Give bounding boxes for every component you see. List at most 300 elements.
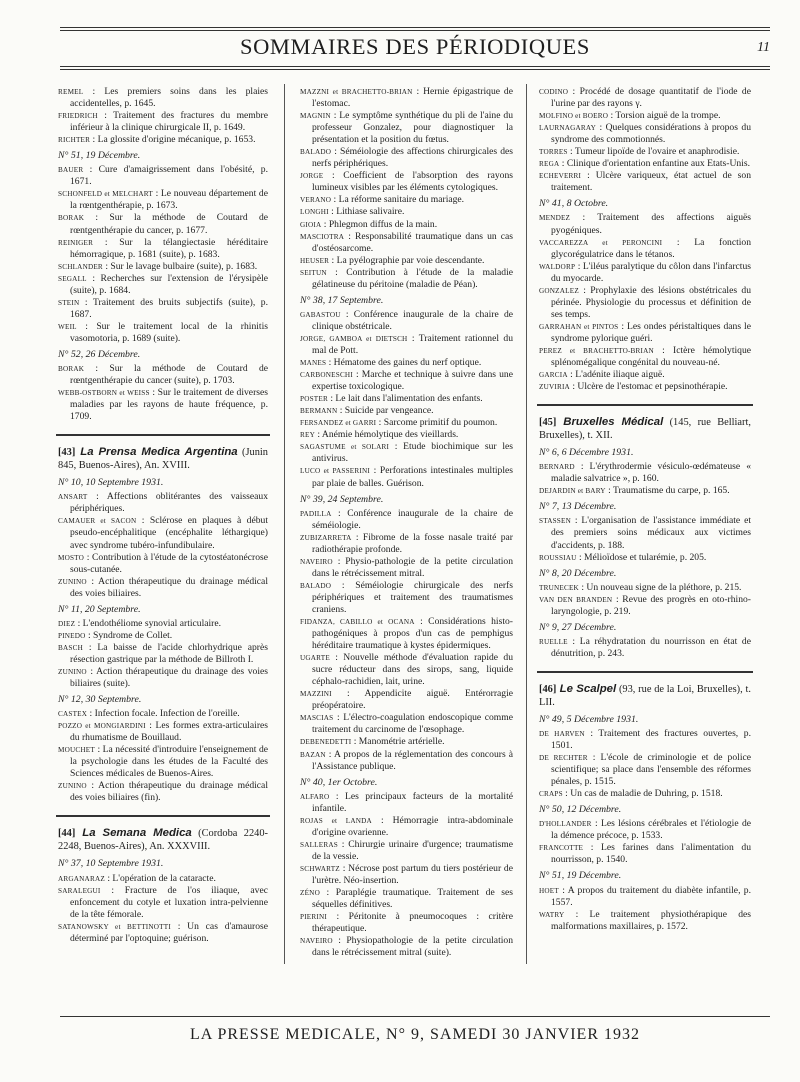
article-title: : A propos du traitement du diabète infantile, p. 1557. <box>551 884 751 908</box>
summary-entry <box>58 491 268 515</box>
article-title: : L'érythrodermie vésiculo-œdémateuse « maladie salvatrice », p. 160. <box>551 461 751 485</box>
article-title: : Sur le traitement local de la rhinitis vasomotoria, p. 1689 (suite). <box>70 320 268 344</box>
article-title: : Responsabilité traumatique dans un cas d'ostéosarcome. <box>312 230 513 254</box>
author-name: WATRY <box>539 910 565 919</box>
summary-entry <box>300 86 513 110</box>
author-name: SEITUN <box>300 268 327 277</box>
summary-entry <box>539 110 751 122</box>
article-title: : Quelques considérations à propos du syndrome des commotionnés. <box>551 122 751 146</box>
header-rule-1 <box>60 66 770 67</box>
summary-entry <box>539 461 751 485</box>
article-title: : Contribution à l'étude de la cytostéatonécrose sous-cutanée. <box>70 551 268 575</box>
article-title: : Considérations histo-pathogéniques à propos d'un cas de pemphigus héréditaire traumatique à kystes épidermiques. <box>312 616 513 652</box>
summary-entry <box>300 863 513 887</box>
issue-heading: N° 9, 27 Décembre. <box>539 621 617 633</box>
author-name: FRANCOTTE <box>539 844 584 853</box>
journal-name: La Semana Medica <box>75 827 192 840</box>
author-name: ECHEVERRI <box>539 172 582 181</box>
article-title: : Physio-pathologie de la petite circulation dans le rétrécissement mitral. <box>312 555 513 579</box>
article-title: : Fibrome de la fosse nasale traité par radiothérapie profonde. <box>312 531 513 555</box>
summary-entry <box>539 552 751 564</box>
article-title: : Mélioïdose et tularémie, p. 205. <box>576 551 707 563</box>
author-name: VAN DEN BRANDEN <box>539 595 613 604</box>
article-title: : L'iléus paralytique du côlon dans l'infarctus du myocarde. <box>551 260 751 284</box>
summary-entry <box>300 110 513 146</box>
article-title: : Infection focale. Infection de l'oreille. <box>87 708 240 720</box>
author-name: FRIEDRICH <box>58 112 98 121</box>
issue-heading: N° 38, 17 Septembre. <box>300 294 384 306</box>
article-title: : Sarcome primitif du poumon. <box>376 417 498 429</box>
summary-entry <box>300 231 513 255</box>
summary-entry <box>58 188 268 212</box>
author-name: MAZZNI et BRACHETTO-BRIAN <box>300 88 413 96</box>
summary-entry <box>539 212 751 236</box>
summary-entry <box>539 515 751 551</box>
author-name: MASCIAS <box>300 714 334 723</box>
summary-entry <box>58 321 268 345</box>
journal-heading <box>539 683 751 709</box>
author-name: FIDANZA, CABILLO et OCANA <box>300 618 415 627</box>
article-title: : Séméiologie chirurgicale des nerfs périphériques et traitement des traumatismes craniens. <box>312 579 513 615</box>
author-name: BERMANN <box>300 407 338 416</box>
author-name: ZÉNO <box>300 889 320 898</box>
summary-entry <box>58 261 268 273</box>
summary-entry <box>300 465 513 489</box>
summary-entry <box>539 158 751 170</box>
journal-heading <box>58 827 268 853</box>
summary-entry <box>539 636 751 660</box>
article-title: : Physiopathologie de la petite circulation dans le rétrécissement mitral (suite). <box>312 935 513 959</box>
article-title: : La pyélographie par voie descendante. <box>329 254 485 266</box>
summary-entry <box>539 788 751 800</box>
issue-heading: N° 39, 24 Septembre. <box>300 493 384 505</box>
summary-entry <box>58 873 268 885</box>
author-name: VACCAREZZA et PERONCINI <box>539 238 663 247</box>
summary-entry <box>300 508 513 532</box>
summary-entry <box>58 110 268 134</box>
summary-entry <box>58 297 268 321</box>
author-name: WEIL <box>58 322 77 331</box>
article-title: : Suicide par vengeance. <box>337 405 434 417</box>
article-title: : La réhydratation du nourrisson en état de dénutrition, p. 243. <box>551 635 751 659</box>
author-name: REGA <box>539 160 560 169</box>
journal-address: (Junin 845, Buenos-Aires), An. XVIII. <box>58 447 268 472</box>
article-title: : Etude biochimique sur les antivirus. <box>312 441 513 465</box>
article-title: : L'organisation de l'assistance immédiate et des premiers soins médicaux aux victimes d'accidents, p. 188. <box>551 515 751 551</box>
author-name: LONGHI <box>300 208 329 217</box>
author-name: SAGASTUME et SOLARI <box>300 443 390 452</box>
article-title: : Conférence inaugurale de la chaire de clinique obstétricale. <box>312 308 513 332</box>
summary-entry <box>539 885 751 909</box>
issue-heading: N° 37, 10 Septembre 1931. <box>58 858 164 870</box>
article-title: : Action thérapeutique du drainage médical des voies biliaires (fin). <box>70 780 268 804</box>
issue-heading: N° 52, 26 Décembre. <box>58 348 141 360</box>
article-title: : Affections oblitérantes des vaisseaux périphériques. <box>70 491 268 515</box>
author-name: CASTEX <box>58 710 88 719</box>
author-name: ZUVIRIA <box>539 383 570 392</box>
author-name: BALADO <box>300 581 332 590</box>
author-name: ZUNINO <box>58 577 87 586</box>
issue-heading: N° 7, 13 Décembre. <box>539 501 617 513</box>
author-name: ROJAS et LANDA <box>300 816 372 825</box>
summary-entry <box>539 485 751 497</box>
author-name: GARRAHAN et PINTOS <box>539 322 619 331</box>
article-title: : Manométrie artérielle. <box>351 736 445 748</box>
summary-entry <box>58 885 268 921</box>
author-name: SATANOWSKY et BETTINOTTI <box>58 922 171 931</box>
author-name: PINEDO <box>58 631 86 640</box>
summary-entry <box>58 744 268 780</box>
summary-entry <box>300 267 513 291</box>
article-title: : Sur le lavage bulbaire (suite), p. 1683. <box>102 260 258 272</box>
summary-entry <box>539 122 751 146</box>
author-name: STASSEN <box>539 517 571 526</box>
summary-entry <box>300 911 513 935</box>
author-name: MOLFINO et BOERO <box>539 112 609 121</box>
summary-entry <box>58 212 268 236</box>
article-title: : La réforme sanitaire du mariage. <box>331 194 465 206</box>
author-name: SEGALL <box>58 274 87 283</box>
article-title: : Conférence inaugurale de la chaire de séméiologie. <box>312 507 513 531</box>
journal-number: [45] <box>539 417 557 429</box>
summary-entry <box>539 909 751 933</box>
summary-entry <box>58 921 268 945</box>
author-name: JORGE <box>300 172 324 181</box>
author-name: BERNARD <box>539 463 575 472</box>
author-name: CAMAUER et SACON <box>58 517 137 526</box>
journal-address: (93, rue de la Loi, Bruxelles), t. LII. <box>539 683 751 708</box>
author-name: DE HARVEN <box>539 729 585 738</box>
issue-heading: N° 11, 20 Septembre. <box>58 603 141 615</box>
journal-name: Le Scalpel <box>556 682 617 695</box>
article-title: : Appendicite aiguë. Entérorragie préopératoire. <box>312 688 513 712</box>
summary-entry <box>300 429 513 441</box>
article-title: : La baisse de l'acide chlorhydrique après résection gastrique par la méthode de Billroth I. <box>70 641 268 665</box>
author-name: JORGE, GAMBOA et DIETSCH <box>300 334 408 343</box>
author-name: BASCH <box>58 643 83 652</box>
top-rule-1 <box>60 27 770 28</box>
summary-entry <box>300 194 513 206</box>
author-name: HOET <box>539 886 559 895</box>
article-title: : A propos de la réglementation des concours à l'Assistance publique. <box>312 748 513 772</box>
author-name: MOSTO <box>58 553 85 562</box>
article-title: : Hématome des gaines du nerf optique. <box>326 357 482 369</box>
article-title: : Fracture de l'os iliaque, avec enfoncement du cotyle et luxation intra-pelvienne de la tête fémorale. <box>70 884 268 920</box>
summary-entry <box>58 642 268 666</box>
summary-entry <box>58 164 268 188</box>
author-name: CODINO <box>539 88 569 96</box>
summary-entry <box>58 363 268 387</box>
article-title: : La fonction glycorégulatrice dans le tétanos. <box>551 236 751 260</box>
summary-entry <box>58 576 268 600</box>
summary-entry <box>58 708 268 720</box>
summary-entry <box>58 630 268 642</box>
author-name: VERANO <box>300 196 332 205</box>
author-name: STEIN <box>58 298 80 307</box>
author-name: BORAK <box>58 214 85 223</box>
article-title: : Lithiase salivaire. <box>328 206 405 218</box>
article-title: : Ictère hémolytique splénomégalique congénital du nouveau-né. <box>551 344 751 369</box>
author-name: CARBONESCHI <box>300 371 353 380</box>
section-divider <box>537 671 753 673</box>
article-title: : Nouvelle méthode d'évaluation rapide du sucre réducteur dans des sirops, sang, liquide céphalo-rachidien, lait, urine. <box>312 652 513 688</box>
page-number: 11 <box>757 40 770 55</box>
author-name: ZUNINO <box>58 667 87 676</box>
summary-entry <box>539 285 751 321</box>
author-name: UGARTE <box>300 654 330 663</box>
journal-number: [46] <box>539 683 557 695</box>
journal-address: (145, rue Belliart, Bruxelles), t. XII. <box>539 417 751 442</box>
author-name: HEUSER <box>300 256 330 265</box>
author-name: PADILLA <box>300 509 332 518</box>
summary-entry <box>539 345 751 369</box>
summary-entry <box>300 357 513 369</box>
author-name: TORRES <box>539 148 568 157</box>
article-title: : Traumatisme du carpe, p. 165. <box>605 485 730 497</box>
top-rule-2 <box>60 30 770 31</box>
summary-entry <box>539 237 751 261</box>
column-right <box>539 86 751 946</box>
article-title: : Recherches sur l'extension de l'érysipèle (suite), p. 1684. <box>70 272 268 296</box>
author-name: CRAPS <box>539 790 563 799</box>
article-title: : Les ondes péristaltiques dans le syndrome pylorique guéri. <box>551 320 751 344</box>
issue-heading: N° 8, 20 Décembre. <box>539 567 617 579</box>
page-header <box>60 33 770 63</box>
article-title: : Procédé de dosage quantitatif de l'iode de l'urine par des rayons γ. <box>551 86 751 110</box>
author-name: RUELLE <box>539 637 568 646</box>
page-title: SOMMAIRES DES PÉRIODIQUES <box>239 34 591 59</box>
article-title: : La glossite d'origine mécanique, p. 1653. <box>90 134 256 146</box>
article-title: : Les principaux facteurs de la mortalité infantile. <box>312 790 513 814</box>
summary-entry <box>539 369 751 381</box>
article-title: : Prophylaxie des lésions obstétricales du périnée. Physiologie du processus et définition de ses temps. <box>551 284 751 320</box>
summary-entry <box>300 369 513 393</box>
author-name: ARGANARAZ <box>58 874 105 883</box>
article-title: : Phlegmon diffus de la main. <box>321 218 438 230</box>
author-name: ALFARO <box>300 792 330 801</box>
column-left <box>58 86 268 946</box>
article-title: : Action thérapeutique du drainage des voies biliaires (suite). <box>70 665 268 690</box>
summary-entry <box>300 556 513 580</box>
issue-heading: N° 50, 12 Décembre. <box>539 804 622 816</box>
article-title: : Marche et technique à suivre dans une expertise toxicologique. <box>312 369 513 393</box>
summary-entry <box>539 261 751 285</box>
author-name: POZZO et MONGIARDINI <box>58 722 146 731</box>
article-title: : Un cas d'amaurose déterminé par l'optoquine; guérison. <box>70 920 268 944</box>
author-name: ZUBIZARRETA <box>300 533 352 542</box>
author-name: BAUER <box>58 166 84 175</box>
author-name: MANES <box>300 359 327 368</box>
article-title: : Sur le traitement de diverses maladies par les rayons de haute fréquence, p. 1709. <box>70 387 268 423</box>
summary-entry <box>58 552 268 576</box>
summary-entry <box>539 146 751 158</box>
author-name: MASCIOTRA <box>300 232 345 241</box>
summary-entry <box>300 749 513 773</box>
issue-heading: N° 10, 10 Septembre 1931. <box>58 477 164 489</box>
author-name: D'HOLLANDER <box>539 820 592 829</box>
summary-entry <box>300 417 513 429</box>
author-name: PEREZ et BRACHETTO-BRIAN <box>539 346 654 355</box>
article-title: : Péritonite à pneumocoques : critère thérapeutique. <box>312 911 513 935</box>
article-title: : Hémorragie intra-abdominale d'origine ovarienne. <box>312 814 513 838</box>
article-title: : Ulcère de l'estomac et pepsinothérapie. <box>569 381 728 393</box>
summary-entry <box>539 728 751 752</box>
summary-entry <box>300 532 513 556</box>
author-name: GONZALEZ <box>539 286 579 295</box>
summary-entry <box>58 134 268 146</box>
section-divider <box>56 434 270 436</box>
summary-entry <box>58 618 268 630</box>
author-name: RICHTER <box>58 136 91 145</box>
summary-entry <box>300 441 513 465</box>
article-title: : L'endothéliome synovial articulaire. <box>75 617 222 629</box>
summary-entry <box>539 594 751 618</box>
summary-entry <box>300 580 513 616</box>
article-title: : Paraplégie traumatique. Traitement de ses séquelles définitives. <box>312 887 513 911</box>
article-title: : Traitement des fractures du membre inférieur à la clinique chirurgicale II, p. 1649. <box>70 110 268 134</box>
summary-entry <box>300 839 513 863</box>
issue-heading: N° 6, 6 Décembre 1931. <box>539 447 634 459</box>
journal-number: [43] <box>58 447 76 459</box>
journal-name: Bruxelles Médical <box>556 416 664 429</box>
article-title: : Anémie hémolytique des vieillards. <box>314 429 459 441</box>
article-title: : Les farines dans l'alimentation du nourrisson, p. 1540. <box>551 842 751 866</box>
article-title: : Revue des progrès en oto-rhino-laryngologie, p. 219. <box>551 593 751 617</box>
author-name: BAZAN <box>300 750 326 759</box>
author-name: ZUNINO <box>58 782 87 791</box>
article-title: : Le nouveau département de la rœntgenthérapie, p. 1673. <box>70 188 268 212</box>
summary-entry <box>300 688 513 712</box>
summary-entry <box>539 842 751 866</box>
author-name: DEJARDIN et BARY <box>539 487 606 496</box>
article-title: : Hernie épigastrique de l'estomac. <box>312 86 513 110</box>
author-name: MAGNIN <box>300 112 331 121</box>
article-title: : L'opération de la cataracte. <box>104 872 216 884</box>
summary-entry <box>300 791 513 815</box>
summary-entry <box>300 712 513 736</box>
article-title: : Un cas de maladie de Duhring, p. 1518. <box>562 788 723 800</box>
issue-heading: N° 49, 5 Décembre 1931. <box>539 713 639 725</box>
author-name: SCHWARTZ <box>300 864 340 873</box>
article-title: : Le symptôme synthétique du pli de l'aine du professeur Gonzalez, pour diagnostiquer la présentation et la position du fœtus. <box>312 110 513 146</box>
article-title: : Sclérose en plaques à début pseudo-encéphalitique (encéphalite léthargique) avec syndrome tubéro-infundibulaire. <box>70 515 268 551</box>
article-title: : Séméiologie des affections chirurgicales des nerfs périphériques. <box>312 146 513 170</box>
article-title: : Perforations intestinales multiples par plaie de balles. Guérison. <box>312 465 513 489</box>
issue-heading: N° 12, 30 Septembre. <box>58 694 142 706</box>
author-name: MAZZINI <box>300 690 332 699</box>
journal-number: [44] <box>58 828 76 840</box>
summary-entry <box>539 818 751 842</box>
header-rule-2 <box>60 69 770 70</box>
author-name: SCHLANDER <box>58 262 103 271</box>
author-name: GIOIA <box>300 220 322 229</box>
article-title: : Ulcère variqueux, état actuel de son traitement. <box>551 170 751 194</box>
article-title: : Torsion aiguë de la trompe. <box>608 110 721 122</box>
column-middle <box>300 86 513 959</box>
article-title: : Le lait dans l'alimentation des enfants. <box>327 393 483 405</box>
summary-entry <box>300 736 513 748</box>
author-name: TRUNECEK <box>539 583 579 592</box>
article-title: : Clinique d'orientation enfantine aux Etats-Unis. <box>559 158 751 170</box>
article-title: : Cure d'amaigrissement dans l'obésité, p. 1671. <box>70 164 268 188</box>
article-title: : Sur la méthode de Coutard de rœntgenthérapie du cancer (suite), p. 1703. <box>70 363 268 387</box>
footer-rule <box>60 1016 770 1017</box>
article-title: : Syndrome de Collet. <box>85 629 173 641</box>
author-name: NAVEIRO <box>300 937 333 946</box>
author-name: GARCIA <box>539 371 568 380</box>
author-name: DIEZ <box>58 619 76 628</box>
summary-entry <box>58 237 268 261</box>
column-divider-2 <box>526 84 527 964</box>
summary-entry <box>539 170 751 194</box>
author-name: WEBB-OSTBORN et WEISS <box>58 389 150 398</box>
summary-entry <box>539 752 751 788</box>
summary-entry <box>300 146 513 170</box>
author-name: LAURNAGARAY <box>539 124 597 133</box>
author-name: REMEL <box>58 88 84 96</box>
summary-entry <box>58 86 268 110</box>
article-title: : Tumeur lipoïde de l'ovaire et anaphrodisie. <box>567 146 740 158</box>
issue-heading: N° 51, 19 Décembre. <box>58 150 141 162</box>
author-name: BALADO <box>300 148 332 157</box>
article-title: : Action thérapeutique du drainage médical des voies biliaires. <box>70 575 268 599</box>
summary-entry <box>300 815 513 839</box>
journal-heading <box>58 446 268 472</box>
article-title: : La nécessité d'introduire l'enseignement de la psychologie dans les études de la Faculté des Sciences médicales de Buenos-Aires. <box>70 744 268 780</box>
issue-heading: N° 40, 1er Octobre. <box>300 776 378 788</box>
summary-entry <box>300 652 513 688</box>
issue-heading: N° 41, 8 Octobre. <box>539 198 609 210</box>
author-name: MOUCHET <box>58 746 95 755</box>
article-title: : L'école de criminologie et de police scientifique; sa place dans l'ensemble des réformes pénales, p. 1515. <box>551 752 752 788</box>
summary-entry <box>58 387 268 423</box>
article-title: : Coefficient de l'absorption des rayons lumineux visibles par les éléments cytologiques. <box>312 170 513 194</box>
article-title: : L'électro-coagulation endoscopique comme traitement du carcinome de l'œsophage. <box>312 712 513 736</box>
author-name: MENDEZ <box>539 214 571 223</box>
section-divider <box>537 404 753 406</box>
summary-entry <box>58 273 268 297</box>
journal-name: La Prensa Medica Argentina <box>75 446 238 459</box>
summary-entry <box>300 887 513 911</box>
author-name: ROUSSIAU <box>539 553 577 562</box>
author-name: REINIGER <box>58 238 94 247</box>
column-divider-1 <box>284 84 285 964</box>
author-name: ANSART <box>58 493 88 502</box>
summary-entry <box>58 666 268 690</box>
article-title: : Traitement rationnel du mal de Pott. <box>312 332 513 356</box>
article-title: : Nécrose post partum du tiers postérieur de l'urètre. Néo-insertion. <box>312 862 513 886</box>
author-name: LUCO et PASSERINI <box>300 467 370 476</box>
article-title: : Sur la télangiectasie héréditaire hémorragique, p. 1681 (suite), p. 1683. <box>70 236 268 260</box>
summary-entry <box>300 935 513 959</box>
summary-entry <box>58 515 268 551</box>
issue-heading: N° 51, 19 Décembre. <box>539 870 622 882</box>
summary-entry <box>539 582 751 594</box>
journal-address: (Cordoba 2240-2248, Buenos-Aires), An. XXXVIII. <box>58 828 268 853</box>
journal-heading <box>539 416 751 442</box>
summary-entry <box>300 309 513 333</box>
summary-entry <box>539 86 751 110</box>
author-name: NAVEIRO <box>300 557 333 566</box>
author-name: PIERINI <box>300 913 327 922</box>
article-title: : Contribution à l'étude de la maladie gélatineuse du péritoine (maladie de Péan). <box>312 266 513 290</box>
article-title: : Traitement des fractures ouvertes, p. 1501. <box>551 727 751 752</box>
author-name: DE RECHTER <box>539 754 588 763</box>
author-name: WALDORP <box>539 262 576 271</box>
article-title: : Traitement des bruits subjectifs (suite), p. 1687. <box>70 296 268 320</box>
article-title: : L'adénite iliaque aiguë. <box>567 369 665 381</box>
author-name: REY <box>300 431 315 440</box>
